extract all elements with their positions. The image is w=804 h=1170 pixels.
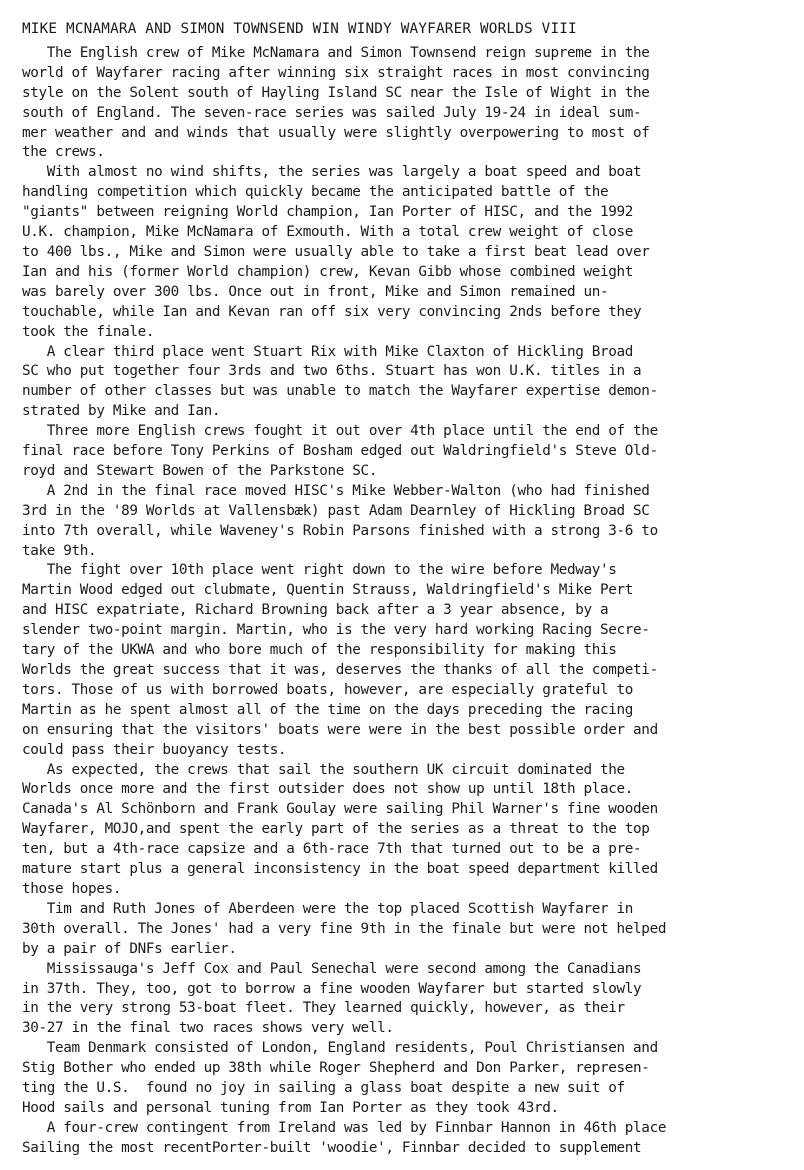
text-line: those hopes. (22, 880, 122, 897)
text-line: tary of the UKWA and who bore much of the responsibility for making this (22, 642, 617, 659)
text-line: 30-27 in the final two races shows very well. (22, 1020, 394, 1037)
text-line: A 2nd in the final race moved HISC's Mike Webber-Walton (who had finished (22, 482, 650, 499)
article-body (22, 44, 794, 1159)
text-line: Hood sails and personal tuning from Ian Porter as they took 43rd. (22, 1099, 559, 1116)
text-line: royd and Stewart Bowen of the Parkstone SC. (22, 462, 378, 479)
text-line: in 37th. They, too, got to borrow a fine wooden Wayfarer but started slowly (22, 980, 642, 997)
paragraph (22, 960, 794, 1040)
paragraph (22, 482, 794, 562)
text-line: in the very strong 53-boat fleet. They learned quickly, however, as their (22, 1000, 625, 1017)
text-line: to 400 lbs., Mike and Simon were usually able to take a first beat lead over (22, 243, 650, 260)
text-line: take 9th. (22, 542, 97, 559)
text-line: by a pair of DNFs earlier. (22, 940, 237, 957)
text-line: Team Denmark consisted of London, England residents, Poul Christiansen and (22, 1040, 658, 1057)
text-line: Sailing the most recentPorter-built 'woodie', Finnbar decided to supplement (22, 1139, 642, 1156)
text-line: ting the U.S. found no joy in sailing a glass boat despite a new suit of (22, 1080, 625, 1097)
paragraph (22, 761, 794, 900)
text-line: on ensuring that the visitors' boats were were in the best possible order and (22, 721, 658, 738)
text-line: was barely over 300 lbs. Once out in front, Mike and Simon remained un- (22, 283, 609, 300)
text-line: Three more English crews fought it out over 4th place until the end of the (22, 423, 658, 440)
text-line: A clear third place went Stuart Rix with Mike Claxton of Hickling Broad (22, 343, 634, 360)
paragraph (22, 422, 794, 482)
text-line: could pass their buoyancy tests. (22, 741, 287, 758)
text-line: took the finale. (22, 323, 155, 340)
text-line: south of England. The seven-race series was sailed July 19-24 in ideal sum- (22, 104, 642, 121)
paragraph (22, 1119, 794, 1159)
text-line: The English crew of Mike McNamara and Simon Townsend reign supreme in the (22, 44, 650, 61)
text-line: Mississauga's Jeff Cox and Paul Senechal were second among the Canadians (22, 960, 642, 977)
text-line: SC who put together four 3rds and two 6ths. Stuart has won U.K. titles in a (22, 363, 642, 380)
text-line: the crews. (22, 144, 105, 161)
text-line: Tim and Ruth Jones of Aberdeen were the top placed Scottish Wayfarer in (22, 900, 634, 917)
text-line: As expected, the crews that sail the southern UK circuit dominated the (22, 761, 625, 778)
paragraph (22, 1039, 794, 1119)
text-line: A four-crew contingent from Ireland was led by Finnbar Hannon in 46th place (22, 1119, 667, 1136)
article-title: MIKE MCNAMARA AND SIMON TOWNSEND WIN WINDY WAYFARER WORLDS VIII (22, 21, 577, 37)
text-line: "giants" between reigning World champion, Ian Porter of HISC, and the 1992 (22, 204, 634, 221)
text-line: slender two-point margin. Martin, who is the very hard working Racing Secre- (22, 622, 650, 639)
text-line: 30th overall. The Jones' had a very fine 9th in the finale but were not helped (22, 920, 667, 937)
text-line: handling competition which quickly became the anticipated battle of the (22, 184, 609, 201)
text-line: touchable, while Ian and Kevan ran off six very convincing 2nds before they (22, 303, 642, 320)
text-line: into 7th overall, while Waveney's Robin Parsons finished with a strong 3-6 to (22, 522, 658, 539)
text-line: Worlds the great success that it was, deserves the thanks of all the competi- (22, 662, 658, 678)
text-line: Martin as he spent almost all of the time on the days preceding the racing (22, 701, 634, 718)
text-line: final race before Tony Perkins of Bosham edged out Waldringfield's Steve Old- (22, 443, 658, 460)
text-line: Ian and his (former World champion) crew, Kevan Gibb whose combined weight (22, 263, 634, 280)
paragraph (22, 163, 794, 342)
paragraph (22, 900, 794, 960)
text-line: U.K. champion, Mike McNamara of Exmouth. With a total crew weight of close (22, 224, 634, 241)
text-line: Stig Bother who ended up 38th while Roger Shepherd and Don Parker, represen- (22, 1060, 650, 1077)
text-line: Wayfarer, MOJO,and spent the early part of the series as a threat to the top (22, 821, 650, 838)
text-line: Canada's Al Schönborn and Frank Goulay were sailing Phil Warner's fine wooden (22, 801, 658, 818)
text-line: The fight over 10th place went right down to the wire before Medway's (22, 562, 617, 579)
text-line: strated by Mike and Ian. (22, 403, 221, 420)
text-line: mature start plus a general inconsistency in the boat speed department killed (22, 861, 658, 878)
text-line: number of other classes but was unable to match the Wayfarer expertise demon- (22, 383, 658, 400)
text-line: mer weather and and winds that usually were slightly overpowering to most of (22, 124, 650, 141)
text-line: ten, but a 4th-race capsize and a 6th-race 7th that turned out to be a pre- (22, 841, 642, 858)
paragraph (22, 561, 794, 760)
text-line: With almost no wind shifts, the series was largely a boat speed and boat (22, 164, 642, 181)
text-line: tors. Those of us with borrowed boats, however, are especially grateful to (22, 681, 634, 698)
text-line: Martin Wood edged out clubmate, Quentin Strauss, Waldringfield's Mike Pert (22, 582, 634, 599)
text-line: style on the Solent south of Hayling Island SC near the Isle of Wight in the (22, 84, 650, 101)
paragraph (22, 44, 794, 163)
text-line: Worlds once more and the first outsider does not show up until 18th place. (22, 781, 634, 798)
text-line: and HISC expatriate, Richard Browning back after a 3 year absence, by a (22, 602, 609, 619)
text-line: 3rd in the '89 Worlds at Vallensbæk) past Adam Dearnley of Hickling Broad SC (22, 502, 650, 519)
text-line: world of Wayfarer racing after winning six straight races in most convincing (22, 64, 650, 81)
paragraph (22, 343, 794, 423)
